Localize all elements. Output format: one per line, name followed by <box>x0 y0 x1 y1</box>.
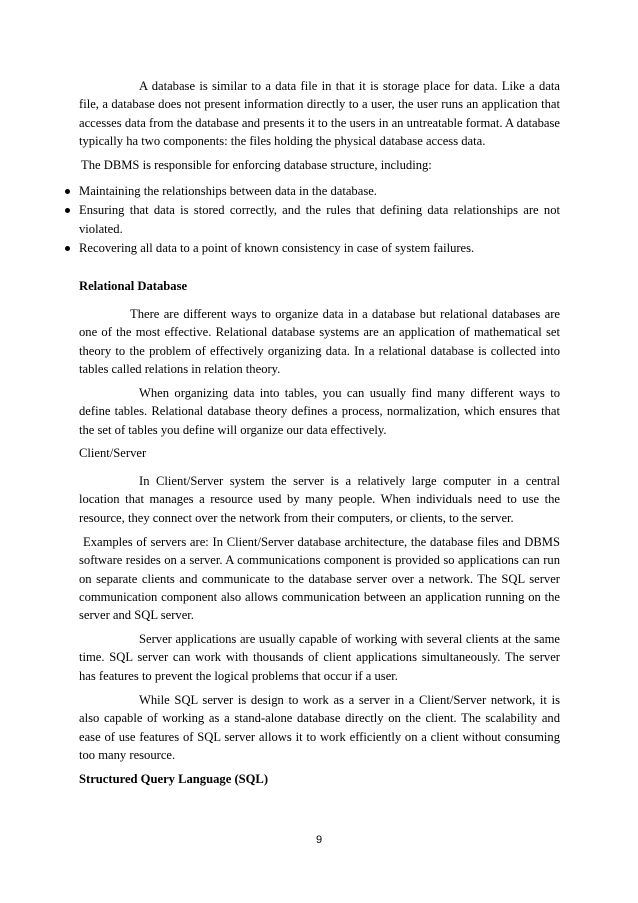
list-item <box>79 239 560 257</box>
list-item-text: Maintaining the relationships between data in the database. <box>79 184 377 198</box>
paragraph-relational-intro: There are different ways to organize data in a database but relational databases are one of the most effective. Relational database systems are an application of mathematical set theory to the problem of effectively organizing data. In a relational database is collected into tables called relations in relation theory. <box>79 307 560 376</box>
bullet-icon <box>65 246 70 251</box>
dbms-responsibilities-list <box>79 182 560 258</box>
bullet-icon <box>65 189 70 194</box>
heading-relational-database: Relational Database <box>79 279 188 293</box>
bullet-icon <box>65 208 70 213</box>
heading-client-server: Client/Server <box>79 446 147 460</box>
list-item <box>79 201 560 238</box>
page-number: 9 <box>315 834 323 846</box>
list-item-text: Recovering all data to a point of known consistency in case of system failures. <box>79 240 475 255</box>
heading-sql: Structured Query Language (SQL) <box>79 772 269 786</box>
paragraph-client-server-system: In Client/Server system the server is a relatively large computer in a central location that manages a resource used by many people. When individuals need to use the resource, they connect over the network from their computers, or clients, to the server. <box>79 474 560 525</box>
paragraph-server-applications: Server applications are usually capable of working with several clients at the same time. SQL server can work with thousands of client applications simultaneously. The server has features to prevent the logical problems that occur if a user. <box>79 632 560 683</box>
paragraph-dbms-responsibility: The DBMS is responsible for enforcing database structure, including: <box>81 158 432 172</box>
list-item <box>79 182 560 200</box>
paragraph-server-examples: Examples of servers are: In Client/Server database architecture, the database files and DBMS software resides on a server. A communications component is provided so applications can run on separate clients and communicate to the database server over a network. The SQL server communication component also allows communication between an application running on the server and SQL server. <box>79 535 560 623</box>
paragraph-standalone-sql-server: While SQL server is design to work as a server in a Client/Server network, it is also capable of working as a stand-alone database directly on the client. The scalability and ease of use features of SQL server allows it to work efficiently on a client without consuming too many resource. <box>79 693 560 762</box>
paragraph-database-intro: A database is similar to a data file in that it is storage place for data. Like a data file, a database does not present information directly to a user, the user runs an application that accesses data from the database and presents it to the users in an untreatable format. A database typically ha two components: the files holding the physical database access data. <box>79 79 560 148</box>
list-item-text: Ensuring that data is stored correctly, and the rules that defining data relationships are not violated. <box>79 203 560 236</box>
paragraph-organizing-tables: When organizing data into tables, you can usually find many different ways to define tables. Relational database theory defines a process, normalization, which ensures that the set of tables you define will organize our data effectively. <box>79 386 560 437</box>
